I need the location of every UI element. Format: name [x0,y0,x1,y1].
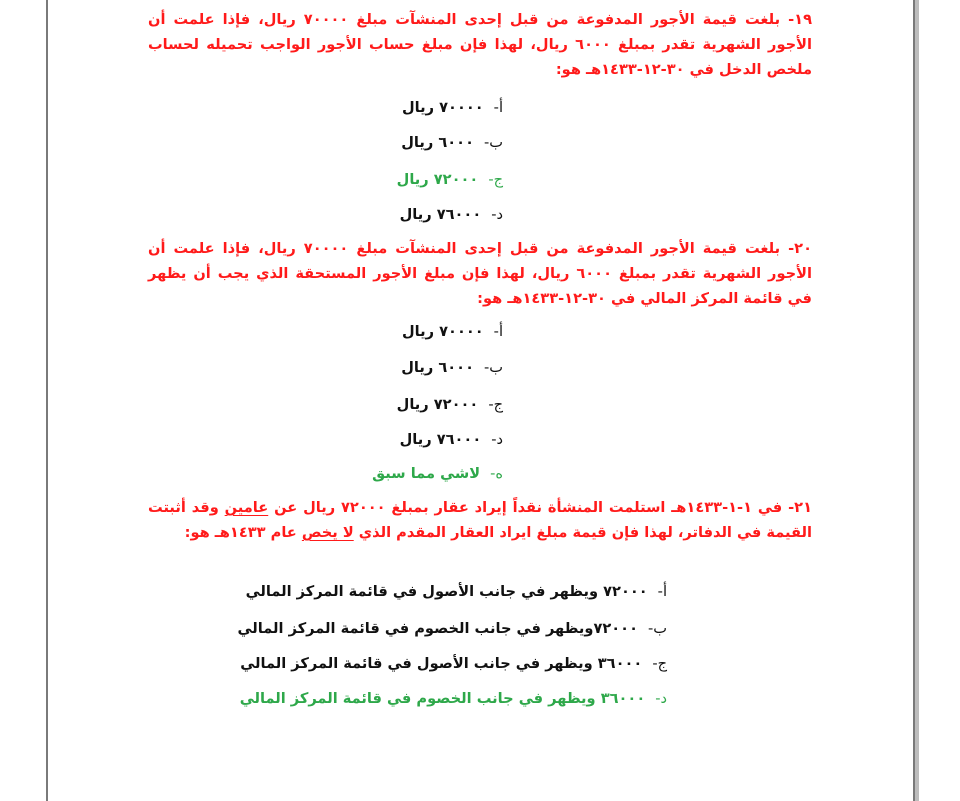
option-letter: أ- [657,583,667,600]
option-letter: د- [655,690,667,707]
question-21 [148,495,812,545]
page-left-edge [46,0,48,801]
option-text: ٧٠٠٠٠ ريال [402,99,484,116]
option-text: ٧٦٠٠٠ ريال [399,431,482,448]
option-letter: د- [491,431,503,448]
option-text: ٦٠٠٠ ريال [401,359,474,376]
page-right-shadow [915,0,919,801]
q20-option-e-correct [372,464,503,484]
option-text: ٧٠٠٠٠ ريال [402,323,484,340]
option-text: ٦٠٠٠ ريال [401,134,474,151]
q20-option-b [401,358,503,378]
q21-option-d-correct [240,689,667,709]
option-letter: أ- [493,323,503,340]
q19-option-d [400,205,503,225]
question-19: ١٩- بلغت قيمة الأجور المدفوعة من قبل إحدى المنشآت مبلغ ٧٠٠٠٠ ريال، فإذا علمت أن الأجور الشهرية تقدر بمبلغ ٦٠٠٠ ريال، لهذا فإن مبلغ حساب الأجور الواجب تحميله لحساب ملخص الدخل في ٣٠-١٢-١٤٣٣هـ هو: [148,11,812,78]
option-letter: أ- [493,99,503,116]
option-letter: ج- [488,171,503,188]
option-text: ٣٦٠٠٠ ويظهر في جانب الأصول في قائمة المركز المالي [240,655,643,672]
option-letter: ج- [488,396,503,413]
option-text: ٣٦٠٠٠ ويظهر في جانب الخصوم في قائمة المركز المالي [239,690,646,707]
q19-option-c-correct [397,170,503,190]
option-letter: ه- [490,465,503,482]
q21-underlined-term: لا يخص [301,524,354,541]
option-text: لاشي مما سبق [372,465,481,482]
q20-option-d [400,430,503,450]
q20-option-a [402,322,503,342]
q19-option-a [402,98,503,118]
option-text: ٧٢٠٠٠ويظهر في جانب الخصوم في قائمة المركز المالي [237,620,638,637]
q21-option-c [240,654,667,674]
option-letter: د- [491,206,503,223]
q21-text-part: عام ١٤٣٣هـ هو: [184,524,302,541]
option-letter: ب- [483,359,503,376]
q21-text-part: ٢١- في ١-١-١٤٣٣هـ استلمت المنشأة نقداً إيراد عقار بمبلغ ٧٢٠٠٠ ريال عن [268,499,812,516]
option-letter: ب- [483,134,503,151]
q21-text-part: وقد أثبتت القيمة في الدفاتر، لهذا فإن قيمة مبلغ ايراد العقار المقدم الذي [148,499,812,541]
q21-underlined-term: عامين [224,499,269,516]
option-text: ٧٢٠٠٠ ريال [396,396,479,413]
option-text: ٧٢٠٠٠ ويظهر في جانب الأصول في قائمة المركز المالي [245,583,648,600]
question-20: ٢٠- بلغت قيمة الأجور المدفوعة من قبل إحدى المنشآت مبلغ ٧٠٠٠٠ ريال، فإذا علمت أن الأجور الشهرية تقدر بمبلغ ٦٠٠٠ ريال، لهذا فإن مبلغ الأجور المستحقة الذي يجب أن يظهر في قائمة المركز المالي في ٣٠-١٢-١٤٣٣هـ هو: [148,240,812,307]
option-text: ٧٦٠٠٠ ريال [399,206,482,223]
option-letter: ج- [652,655,667,672]
option-text: ٧٢٠٠٠ ريال [396,171,479,188]
q19-option-b [401,133,503,153]
option-letter: ب- [647,620,667,637]
q21-option-a [246,582,667,602]
q21-option-b [238,619,667,639]
q20-option-c [397,395,503,415]
